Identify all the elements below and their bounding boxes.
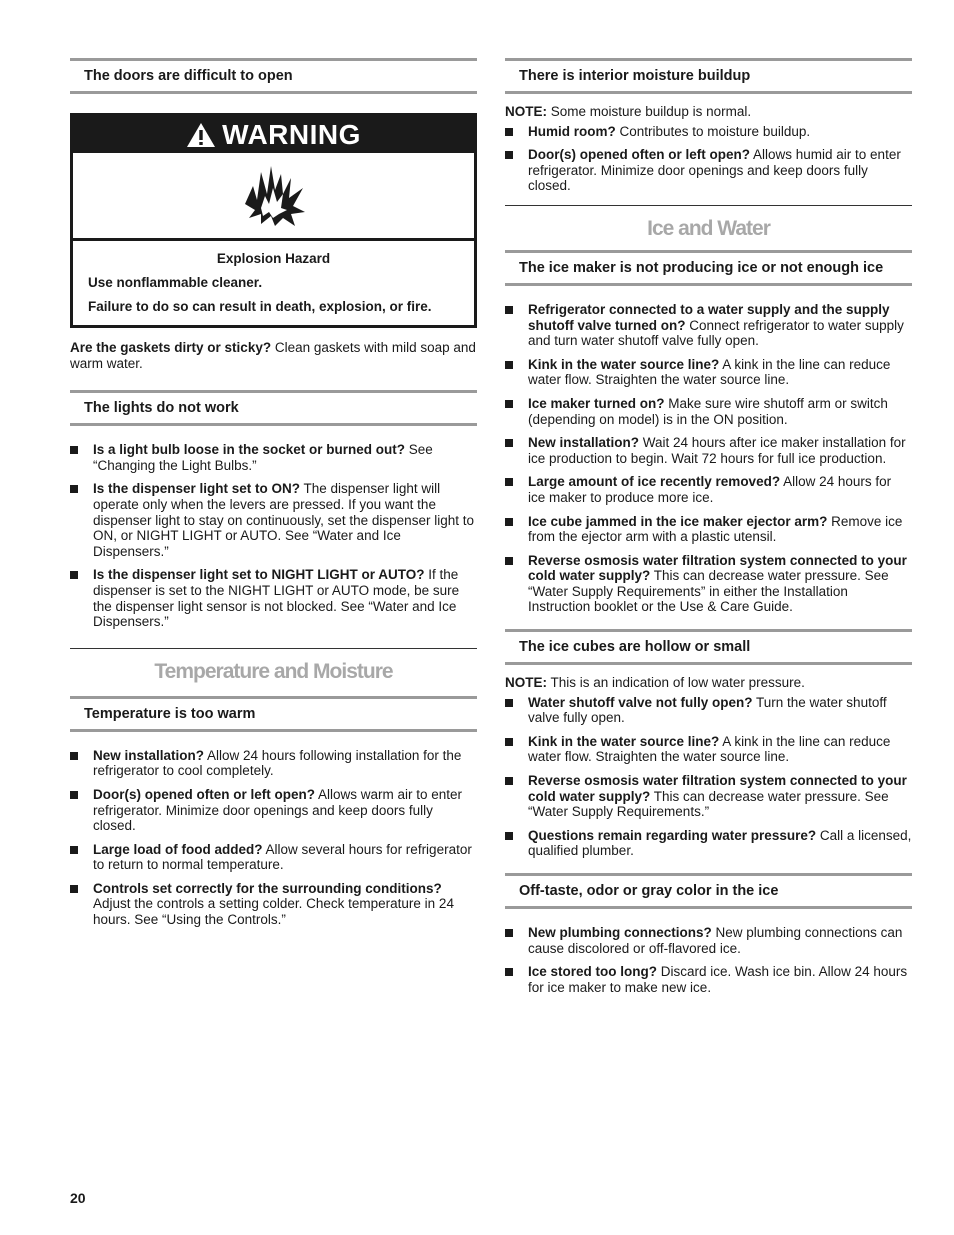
item-question: Ice cube jammed in the ice maker ejector arm? xyxy=(528,513,828,529)
bullet-icon xyxy=(70,485,78,493)
bullet-icon xyxy=(70,885,78,893)
list-item xyxy=(70,842,477,873)
item-question: Is the dispenser light set to ON? xyxy=(93,481,301,497)
temp-list xyxy=(70,748,477,928)
item-answer: Turn the water shutoff valve fully open. xyxy=(528,694,887,726)
item-question: Humid room? xyxy=(528,123,616,139)
item-question: Water shutoff valve not fully open? xyxy=(528,694,753,710)
list-item xyxy=(505,925,912,956)
list-item xyxy=(70,881,477,928)
lights-heading: The lights do not work xyxy=(70,390,477,426)
bullet-icon xyxy=(70,571,78,579)
icemaker-list xyxy=(505,302,912,615)
list-item xyxy=(70,442,477,473)
item-answer: Allows humid air to enter refrigerator. Minimize door openings and keep doors fully closed. xyxy=(528,147,901,194)
item-question: Large amount of ice recently removed? xyxy=(528,474,781,490)
item-answer: If the dispenser is set to the NIGHT LIGHT or AUTO mode, be sure the dispenser light sensor is not blocked. See “Water and Ice Dispensers.” xyxy=(93,567,460,630)
bullet-icon xyxy=(70,791,78,799)
list-item xyxy=(70,481,477,559)
item-question: Ice stored too long? xyxy=(528,964,658,980)
explosion-icon xyxy=(239,164,309,228)
bullet-icon xyxy=(505,478,513,486)
item-answer: Allow 24 hours for ice maker to produce more ice. xyxy=(528,474,892,505)
warning-line-1: Use nonflammable cleaner. xyxy=(88,275,263,290)
bullet-icon xyxy=(505,518,513,526)
item-question: Reverse osmosis water filtration system connected to your cold water supply? xyxy=(528,773,907,804)
icemaker-heading: The ice maker is not producing ice or not enough ice xyxy=(505,250,912,286)
gaskets-answer: Clean gaskets with mild soap and warm water. xyxy=(70,340,476,371)
ice-water-section-title: Ice and Water xyxy=(505,205,912,244)
right-column xyxy=(505,58,912,995)
bullet-icon xyxy=(70,446,78,454)
item-question: New installation? xyxy=(528,435,640,451)
list-item xyxy=(505,773,912,820)
bullet-icon xyxy=(505,151,513,159)
list-item xyxy=(70,748,477,779)
item-answer: Connect refrigerator to water supply and turn water shutoff valve fully open. xyxy=(528,317,904,349)
item-question: Controls set correctly for the surrounding conditions? xyxy=(93,880,442,896)
item-question: Kink in the water source line? xyxy=(528,733,720,749)
list-item xyxy=(505,828,912,859)
list-item xyxy=(505,435,912,466)
item-question: Kink in the water source line? xyxy=(528,356,720,372)
doors-heading: The doors are difficult to open xyxy=(70,58,477,94)
list-item xyxy=(505,302,912,349)
list-item xyxy=(505,474,912,505)
moisture-heading: There is interior moisture buildup xyxy=(505,58,912,94)
gaskets-paragraph xyxy=(70,340,477,371)
list-item xyxy=(505,514,912,545)
temp-heading: Temperature is too warm xyxy=(70,696,477,732)
warning-title: WARNING xyxy=(222,119,361,150)
item-answer: Allow 24 hours following installation for the refrigerator to cool completely. xyxy=(93,747,462,779)
note-text: This is an indication of low water pressure. xyxy=(547,675,805,691)
item-answer: A kink in the line can reduce water flow. Straighten the water source line. xyxy=(528,733,891,765)
list-item xyxy=(505,964,912,995)
hollow-list xyxy=(505,695,912,859)
bullet-icon xyxy=(505,699,513,707)
bullet-icon xyxy=(70,846,78,854)
warning-header xyxy=(73,116,474,153)
item-answer: Make sure wire shutoff arm or switch (depending on model) is in the ON position. xyxy=(528,395,888,427)
warning-hazard: Explosion Hazard xyxy=(216,251,331,266)
item-question: New installation? xyxy=(93,747,205,763)
item-answer: The dispenser light will operate only when the levers are pressed. If you want the dispenser light to stay on continuously, set the dispenser light to ON, or NIGHT LIGHT or AUTO. See “Water and Ice Dispensers.” xyxy=(93,481,474,559)
bullet-icon xyxy=(70,752,78,760)
item-answer: Call a licensed, qualified plumber. xyxy=(528,827,912,859)
item-question: Is the dispenser light set to NIGHT LIGHT or AUTO? xyxy=(93,567,425,583)
item-question: Questions remain regarding water pressure? xyxy=(528,827,817,843)
bullet-icon xyxy=(505,929,513,937)
note-text: Some moisture buildup is normal. xyxy=(547,104,752,119)
warning-icon-area xyxy=(73,153,474,241)
warning-triangle-icon xyxy=(186,122,216,148)
moisture-list xyxy=(505,124,912,194)
item-answer: Adjust the controls a setting colder. Check temperature in 24 hours. See “Using the Controls.” xyxy=(93,896,454,928)
item-answer: Wait 24 hours after ice maker installation for ice production to begin. Wait 72 hours for full ice production. xyxy=(528,435,906,466)
hollow-heading: The ice cubes are hollow or small xyxy=(505,629,912,665)
gaskets-question: Are the gaskets dirty or sticky? xyxy=(70,340,272,355)
offtaste-heading: Off-taste, odor or gray color in the ice xyxy=(505,873,912,909)
item-question: Is a light bulb loose in the socket or burned out? xyxy=(93,442,406,458)
item-answer: New plumbing connections can cause discolored or off-flavored ice. xyxy=(528,925,903,956)
bullet-icon xyxy=(505,738,513,746)
hollow-note xyxy=(505,675,912,691)
left-column xyxy=(70,58,477,928)
item-question: Reverse osmosis water filtration system connected to your cold water supply? xyxy=(528,552,907,584)
item-answer: Discard ice. Wash ice bin. Allow 24 hours for ice maker to make new ice. xyxy=(528,964,908,995)
note-label: NOTE: xyxy=(505,104,547,119)
bullet-icon xyxy=(505,306,513,314)
list-item xyxy=(505,553,912,615)
list-item xyxy=(505,695,912,726)
list-item xyxy=(505,357,912,388)
item-answer: This can decrease water pressure. See “Water Supply Requirements.” xyxy=(528,788,889,820)
item-answer: See “Changing the Light Bulbs.” xyxy=(93,442,433,473)
lights-list xyxy=(70,442,477,630)
bullet-icon xyxy=(505,400,513,408)
item-answer: A kink in the line can reduce water flow. Straighten the water source line. xyxy=(528,356,891,388)
bullet-icon xyxy=(505,557,513,565)
warning-line-2: Failure to do so can result in death, explosion, or fire. xyxy=(88,299,432,314)
bullet-icon xyxy=(505,128,513,136)
item-answer: Allow several hours for refrigerator to return to normal temperature. xyxy=(93,841,472,873)
item-answer: Contributes to moisture buildup. xyxy=(615,123,811,139)
temperature-section-title: Temperature and Moisture xyxy=(70,648,477,687)
list-item xyxy=(70,787,477,834)
item-question: Refrigerator connected to a water supply and the supply shutoff valve turned on? xyxy=(528,301,890,333)
item-question: Door(s) opened often or left open? xyxy=(528,147,750,163)
list-item xyxy=(505,396,912,427)
item-answer: Allows warm air to enter refrigerator. Minimize door openings and keep doors fully closed. xyxy=(93,786,463,834)
list-item xyxy=(505,147,912,194)
item-question: Large load of food added? xyxy=(93,841,263,857)
list-item xyxy=(505,124,912,140)
warning-body xyxy=(73,241,474,325)
bullet-icon xyxy=(505,361,513,369)
bullet-icon xyxy=(505,968,513,976)
note-label: NOTE: xyxy=(505,675,547,691)
bullet-icon xyxy=(505,439,513,447)
item-question: Door(s) opened often or left open? xyxy=(93,786,315,802)
warning-box xyxy=(70,113,477,328)
item-question: New plumbing connections? xyxy=(528,925,712,940)
list-item xyxy=(505,734,912,765)
item-question: Ice maker turned on? xyxy=(528,395,665,411)
list-item xyxy=(70,567,477,629)
page-number: 20 xyxy=(70,1190,86,1206)
item-answer: This can decrease water pressure. See “Water Supply Requirements” in either the Installation Instruction booklet or the Use & Care Guide. xyxy=(528,568,889,615)
offtaste-list xyxy=(505,925,912,995)
moisture-note xyxy=(505,104,912,120)
bullet-icon xyxy=(505,777,513,785)
bullet-icon xyxy=(505,832,513,840)
item-answer: Remove ice from the ejector arm with a plastic utensil. xyxy=(528,513,903,545)
